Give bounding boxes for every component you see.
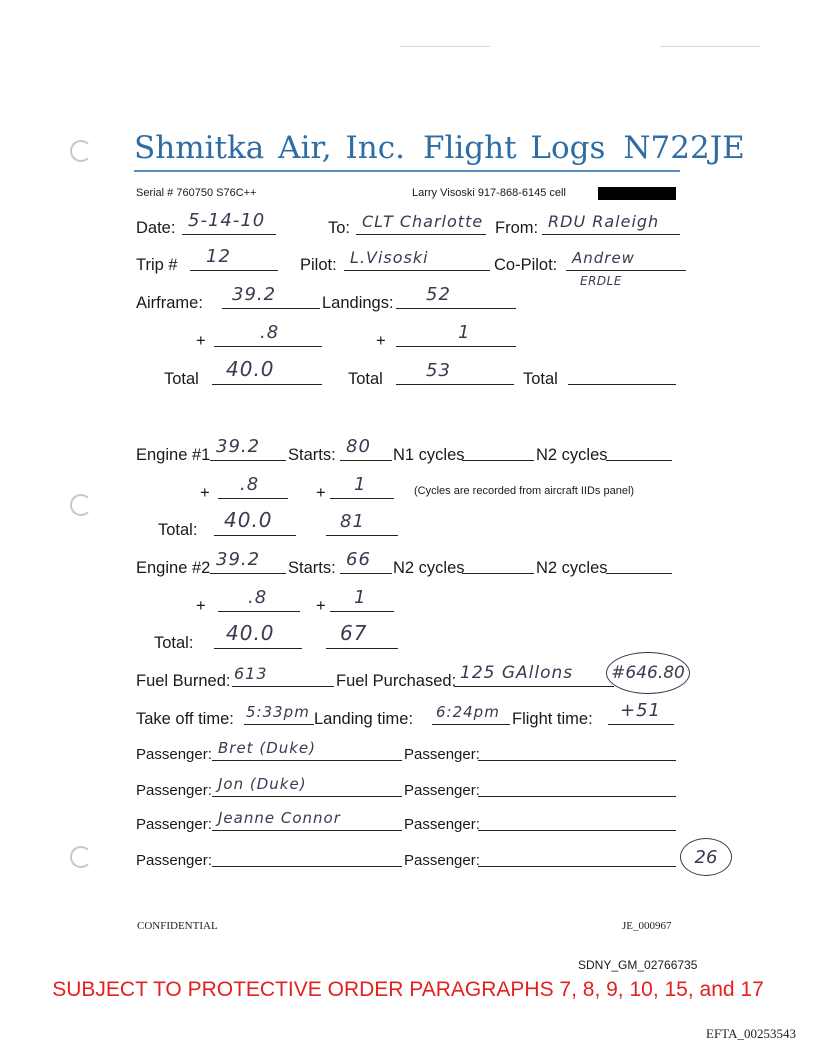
- fuel-burned-value: 613: [234, 664, 268, 683]
- date-field: [182, 210, 276, 235]
- engine1-hours-add-field: [218, 474, 288, 499]
- binder-hole: [70, 846, 92, 868]
- fuel-purchased-label: Fuel Purchased:: [336, 672, 457, 690]
- airframe-value: 39.2: [232, 284, 277, 305]
- fuel-purchased-value: 125 GAllons: [460, 663, 574, 683]
- takeoff-value: 5:33pm: [246, 703, 310, 721]
- efta-number: EFTA_00253543: [706, 1026, 796, 1041]
- pilot-value: L.Visoski: [350, 248, 429, 267]
- passenger-field-8: [478, 846, 676, 867]
- from-label: From:: [495, 219, 539, 237]
- fuel-purchased-field: [454, 663, 614, 687]
- engine2-n2b-label: N2 cycles: [536, 559, 608, 577]
- engine1-n1-label: N1 cycles: [393, 446, 465, 464]
- takeoff-field: [244, 704, 314, 725]
- binder-hole: [70, 494, 92, 516]
- passenger-value-5: Jeanne Connor: [218, 809, 341, 827]
- scan-artifact: [660, 46, 760, 47]
- to-field: [356, 214, 486, 235]
- engine2-total-starts-field: [326, 621, 398, 649]
- binder-hole: [70, 140, 92, 162]
- third-total-label: Total: [523, 370, 558, 388]
- engine2-plus-hours: +: [196, 597, 206, 615]
- engine1-plus-starts: +: [316, 484, 326, 502]
- airframe-add-field: [214, 322, 322, 347]
- from-value: RDU Raleigh: [548, 212, 660, 231]
- bates-number: JE_000967: [622, 920, 672, 932]
- copilot-value-line1: Andrew: [572, 249, 635, 267]
- copilot-label: Co-Pilot:: [494, 256, 558, 274]
- pilot-contact: Larry Visoski 917-868-6145 cell: [412, 187, 566, 199]
- engine1-hours-value: 39.2: [216, 436, 261, 457]
- company-name: Shmitka Air, Inc.: [134, 130, 405, 166]
- engine2-hours-field: [210, 549, 286, 574]
- date-label: Date:: [136, 219, 176, 237]
- title-underline: [134, 170, 680, 172]
- landings-total-field: [396, 360, 514, 385]
- passenger-label-5: Passenger:: [136, 816, 212, 833]
- fuel-cost-circled: [606, 652, 690, 694]
- engine2-hours-add-value: .8: [248, 587, 268, 608]
- engine2-starts-label: Starts:: [288, 559, 336, 577]
- landing-label: Landing time:: [314, 710, 414, 728]
- landings-plus: +: [376, 332, 386, 350]
- passenger-field-4: [478, 776, 676, 797]
- confidential-label: CONFIDENTIAL: [137, 920, 218, 932]
- engine1-starts-label: Starts:: [288, 446, 336, 464]
- engine1-total-hours-field: [214, 508, 296, 536]
- engine1-total-label: Total:: [158, 521, 198, 539]
- engine1-label: Engine #1: [136, 446, 211, 464]
- engine1-n2-label: N2 cycles: [536, 446, 608, 464]
- passenger-field-1: [212, 740, 402, 761]
- serial-number: Serial # 760750 S76C++: [136, 187, 257, 199]
- engine1-n2-field: [606, 440, 672, 461]
- trip-label: Trip #: [136, 256, 178, 274]
- passenger-label-3: Passenger:: [136, 782, 212, 799]
- fuel-burned-field: [232, 666, 334, 687]
- airframe-total-field: [212, 357, 322, 385]
- engine2-total-hours-field: [214, 621, 302, 649]
- passenger-field-2: [478, 740, 676, 761]
- passenger-label-8: Passenger:: [404, 852, 480, 869]
- engine1-total-starts-value: 81: [340, 511, 365, 532]
- passenger-value-1: Bret (Duke): [218, 739, 317, 757]
- sdny-number: SDNY_GM_02766735: [578, 958, 698, 972]
- trip-field: [190, 246, 278, 271]
- to-value: CLT Charlotte: [362, 212, 484, 231]
- engine1-plus-hours: +: [200, 484, 210, 502]
- page-title: [134, 130, 745, 166]
- passenger-label-6: Passenger:: [404, 816, 480, 833]
- landings-total-label: Total: [348, 370, 383, 388]
- passenger-field-5: [212, 810, 402, 831]
- passenger-field-3: [212, 776, 402, 797]
- landings-total-value: 53: [426, 360, 451, 381]
- redaction-box: [598, 187, 676, 200]
- engine2-n2a-label: N2 cycles: [393, 559, 465, 577]
- engine1-starts-add-field: [330, 474, 394, 499]
- scan-artifact: [400, 46, 490, 47]
- log-title: Flight Logs: [422, 130, 606, 166]
- flight-time-value: +51: [620, 700, 661, 721]
- from-field: [542, 214, 680, 235]
- trip-value: 12: [206, 246, 231, 267]
- cycles-note: (Cycles are recorded from aircraft IIDs panel): [414, 485, 635, 497]
- engine1-starts-value: 80: [346, 436, 371, 457]
- engine1-n1-field: [462, 440, 534, 461]
- to-label: To:: [328, 219, 351, 237]
- pilot-field: [344, 250, 490, 271]
- passenger-field-6: [478, 810, 676, 831]
- passenger-label-1: Passenger:: [136, 746, 212, 763]
- engine2-starts-field: [340, 549, 392, 574]
- landings-label: Landings:: [322, 294, 394, 312]
- fuel-burned-label: Fuel Burned:: [136, 672, 231, 690]
- landing-field: [432, 704, 510, 725]
- engine2-hours-value: 39.2: [216, 549, 261, 570]
- landings-add-field: [396, 322, 516, 347]
- passenger-field-7: [212, 846, 402, 867]
- engine1-hours-add-value: .8: [240, 474, 260, 495]
- engine2-total-hours-value: 40.0: [226, 621, 275, 645]
- engine2-starts-value: 66: [346, 549, 371, 570]
- flight-time-field: [608, 700, 674, 725]
- page-number-value: 26: [694, 846, 718, 868]
- takeoff-label: Take off time:: [136, 710, 234, 728]
- third-total-field: [568, 364, 676, 385]
- engine2-starts-add-value: 1: [354, 587, 367, 608]
- page-number-circled: [680, 838, 732, 876]
- copilot-value-line2: ERDLE: [580, 274, 622, 288]
- engine1-starts-add-value: 1: [354, 474, 367, 495]
- engine1-total-starts-field: [326, 511, 398, 536]
- airframe-label: Airframe:: [136, 294, 203, 312]
- engine1-total-hours-value: 40.0: [224, 508, 273, 532]
- passenger-label-4: Passenger:: [404, 782, 480, 799]
- airframe-total-value: 40.0: [226, 357, 275, 381]
- engine1-hours-field: [210, 436, 286, 461]
- protective-order-notice: SUBJECT TO PROTECTIVE ORDER PARAGRAPHS 7, 8, 9, 10, 15, and 17: [52, 978, 764, 1001]
- landings-value: 52: [426, 284, 451, 305]
- airframe-total-label: Total: [164, 370, 199, 388]
- passenger-label-7: Passenger:: [136, 852, 212, 869]
- airframe-plus: +: [196, 332, 206, 350]
- fuel-cost-value: #646.80: [611, 663, 685, 683]
- engine2-label: Engine #2: [136, 559, 211, 577]
- landings-add-value: 1: [458, 322, 471, 343]
- airframe-add-value: .8: [260, 322, 280, 343]
- engine2-n2a-field: [462, 553, 534, 574]
- engine2-plus-starts: +: [316, 597, 326, 615]
- landings-field: [396, 284, 516, 309]
- passenger-label-2: Passenger:: [404, 746, 480, 763]
- flight-time-label: Flight time:: [512, 710, 593, 728]
- airframe-field: [222, 284, 320, 309]
- date-value: 5-14-10: [188, 210, 266, 231]
- engine1-starts-field: [340, 436, 392, 461]
- landing-value: 6:24pm: [436, 703, 500, 721]
- tail-number: N722JE: [623, 130, 745, 166]
- engine2-hours-add-field: [218, 587, 300, 612]
- engine2-starts-add-field: [330, 587, 394, 612]
- passenger-value-3: Jon (Duke): [218, 775, 307, 793]
- engine2-total-starts-value: 67: [340, 621, 368, 645]
- copilot-field: [566, 250, 686, 271]
- pilot-label: Pilot:: [300, 256, 337, 274]
- engine2-n2b-field: [606, 553, 672, 574]
- engine2-total-label: Total:: [154, 634, 194, 652]
